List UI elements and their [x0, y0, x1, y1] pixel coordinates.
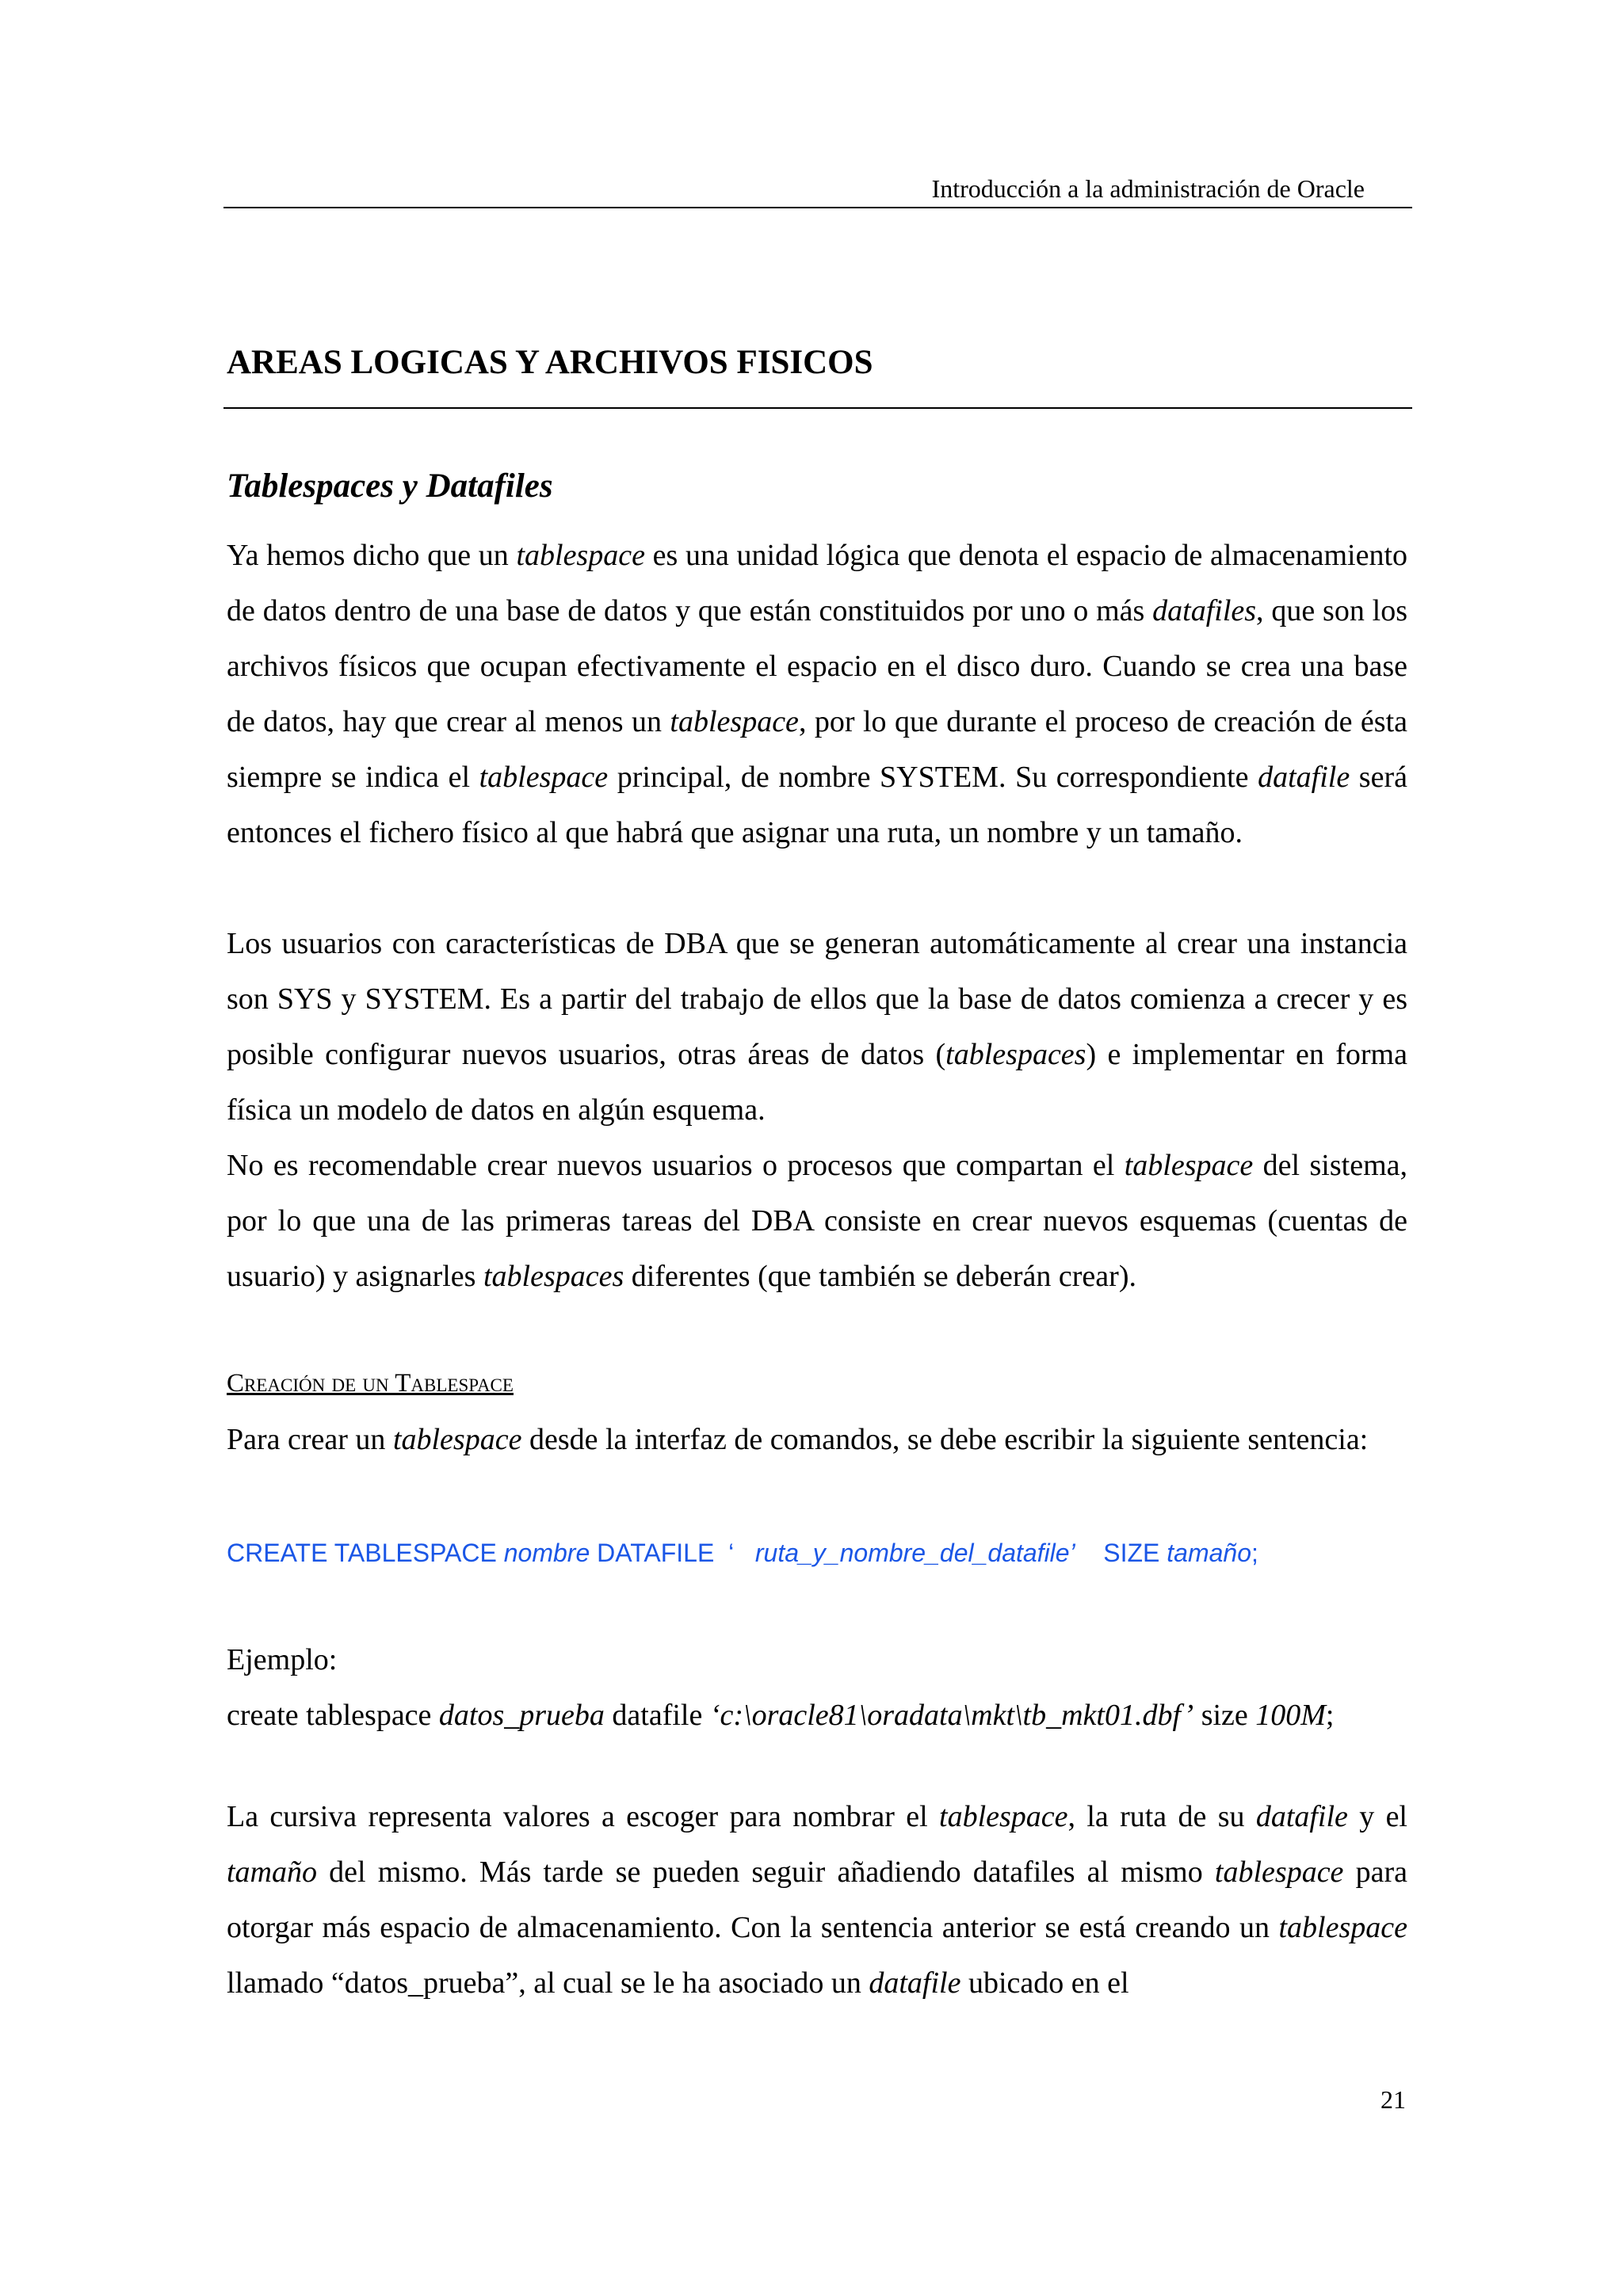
text-run: y el — [1347, 1800, 1407, 1833]
text-run: para otorgar más espacio de almacenamiento. Con la sentencia anterior se está creando un — [227, 1855, 1408, 1944]
paragraph-recommendation — [227, 1138, 1407, 1304]
italic-term: tablespace — [516, 539, 645, 572]
subsection-title: Creación de un Tablespace — [227, 1369, 514, 1398]
italic-term: datafile — [869, 1966, 961, 2000]
italic-term: 100M — [1255, 1699, 1326, 1732]
italic-term: tablespace — [1214, 1855, 1344, 1889]
syntax-placeholder: ruta_y_nombre_del_datafile’ — [754, 1539, 1075, 1567]
syntax-keyword: SIZE — [1075, 1539, 1167, 1567]
text-run: será entonces el fichero físico al que habrá que asignar una ruta, un nombre y un tamaño. — [227, 761, 1407, 849]
title-rule — [223, 407, 1412, 409]
paragraph-dba-users — [227, 916, 1407, 1138]
italic-term: datafiles — [1152, 594, 1257, 627]
syntax-keyword: ; — [1251, 1539, 1258, 1567]
italic-term: tablespace — [392, 1423, 522, 1456]
document-page — [223, 0, 1412, 2296]
text-run: principal, de nombre SYSTEM. Su correspondiente — [608, 761, 1258, 794]
italic-term: tablespace — [1124, 1149, 1254, 1182]
text-run: Para crear un — [227, 1423, 393, 1456]
text-run: Ya hemos dicho que un — [227, 539, 517, 572]
paragraph-explanation — [227, 1789, 1407, 2011]
text-run: es una unidad lógica que denota el espacio de almacenamiento de datos dentro de una base de datos y que están constituidos por uno o más — [227, 539, 1408, 627]
italic-term: datafile — [1258, 761, 1350, 794]
chapter-title: AREAS LOGICAS Y ARCHIVOS FISICOS — [227, 344, 873, 381]
text-run: , la ruta de su — [1067, 1800, 1256, 1833]
italic-term: tablespaces — [483, 1260, 624, 1293]
paragraph-create-intro — [227, 1412, 1407, 1467]
italic-term: tablespace — [670, 705, 799, 738]
sql-syntax-line — [227, 1535, 1258, 1570]
text-run: diferentes (que también se deberán crear). — [624, 1260, 1136, 1293]
italic-term: tablespace — [1278, 1911, 1407, 1944]
text-run: del mismo. Más tarde se pueden seguir añadiendo datafiles al mismo — [317, 1855, 1215, 1889]
italic-term: tablespaces — [945, 1038, 1086, 1071]
text-run: La cursiva representa valores a escoger para nombrar el — [227, 1800, 940, 1833]
text-run: desde la interfaz de comandos, se debe escribir la siguiente sentencia: — [521, 1423, 1369, 1456]
example-label: Ejemplo: — [227, 1643, 338, 1676]
text-run: datafile — [604, 1699, 710, 1732]
text-run: Los usuarios con características de DBA que se generan automáticamente al crear una instancia son SYS y SYSTEM. Es a partir del trabajo de ellos que la base de datos comienza a crecer y es posible configurar nuevos usuarios, otras áreas de datos ( — [227, 927, 1407, 1071]
syntax-placeholder: tamaño — [1167, 1539, 1251, 1567]
example-statement — [227, 1688, 1334, 1743]
text-run: ) e implementar en forma física un modelo de datos en algún esquema. — [227, 1038, 1407, 1127]
text-run: , por lo que durante el proceso de creación de ésta siempre se indica el — [227, 705, 1407, 794]
header-rule — [223, 207, 1412, 208]
running-header: Introducción a la administración de Oracle — [931, 174, 1365, 203]
italic-term: tablespace — [939, 1800, 1068, 1833]
text-run: , que son los archivos físicos que ocupan efectivamente el espacio en el disco duro. Cuando se crea una base de datos, hay que crear al menos un — [227, 594, 1407, 738]
text-run: llamado “datos_prueba”, al cual se le ha asociado un — [227, 1966, 869, 2000]
syntax-keyword: CREATE TABLESPACE — [227, 1539, 504, 1567]
italic-term: tamaño — [227, 1855, 317, 1889]
text-run: del sistema, por lo que una de las primeras tareas del DBA consiste en crear nuevos esquemas (cuentas de usuario) y asignarles — [227, 1149, 1407, 1293]
italic-term: datafile — [1255, 1800, 1348, 1833]
text-run: size — [1193, 1699, 1256, 1732]
section-title: Tablespaces y Datafiles — [227, 467, 553, 505]
italic-term: ‘c:\oracle81\oradata\mkt\tb_mkt01.dbf’ — [709, 1699, 1194, 1732]
italic-term: tablespace — [479, 761, 609, 794]
syntax-keyword: DATAFILE ‘ — [590, 1539, 755, 1567]
text-run: No es recomendable crear nuevos usuarios o procesos que compartan el — [227, 1149, 1125, 1182]
text-run: ; — [1325, 1699, 1335, 1732]
page-number: 21 — [1381, 2085, 1406, 2114]
paragraph-tablespace-definition — [227, 528, 1407, 860]
text-run: ubicado en el — [960, 1966, 1129, 2000]
text-run: create tablespace — [227, 1699, 439, 1732]
syntax-placeholder: nombre — [503, 1539, 590, 1567]
italic-term: datos_prueba — [438, 1699, 605, 1732]
